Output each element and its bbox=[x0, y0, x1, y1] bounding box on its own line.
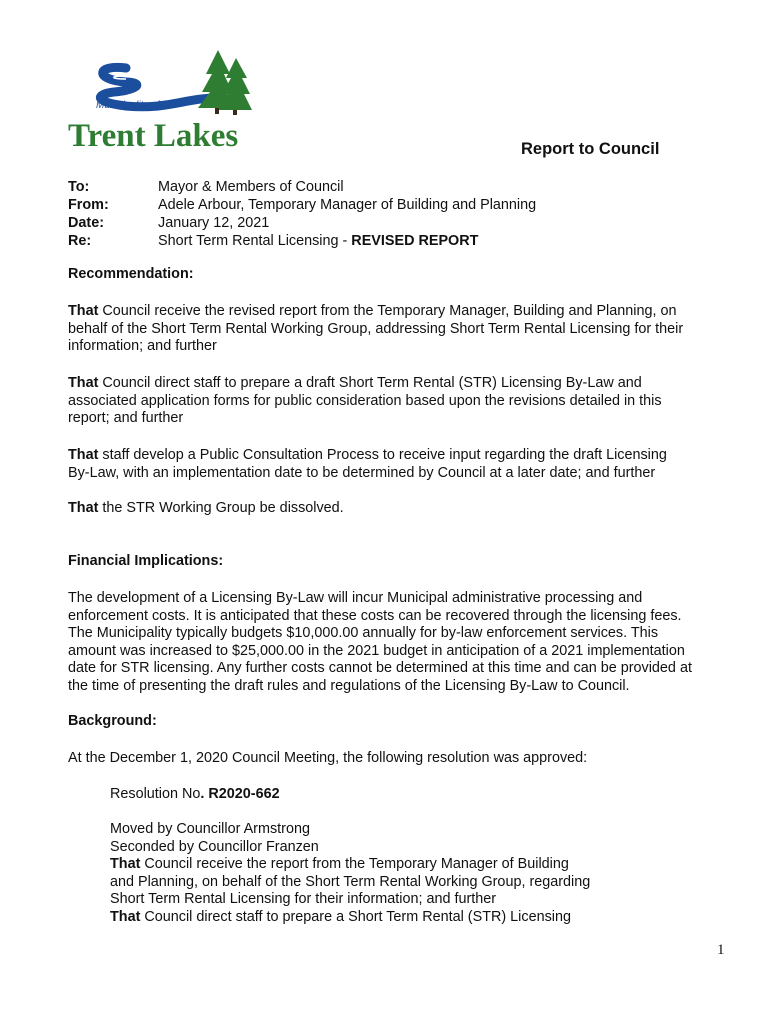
resolution-number bbox=[110, 786, 670, 804]
from-label: From: bbox=[68, 197, 109, 213]
that-lead: That bbox=[68, 303, 99, 319]
municipality-logo bbox=[66, 46, 262, 156]
that-lead: That bbox=[110, 908, 141, 925]
paragraph-line: Council direct staff to prepare a Short Term Rental (STR) Licensing bbox=[140, 908, 571, 925]
paragraph-line: By-Law, with an implementation date to be determined by Council at a later date; and further bbox=[68, 464, 656, 481]
resolution-body bbox=[110, 821, 670, 927]
paragraph-line: and Planning, on behalf of the Short Term Rental Working Group, regarding bbox=[110, 873, 591, 890]
paragraph-line: date for STR licensing. Any further costs cannot be determined at this time and can be provided at bbox=[68, 660, 692, 677]
re-label: Re: bbox=[68, 233, 92, 249]
financial-paragraph bbox=[68, 590, 728, 696]
recommendation-paragraph-2 bbox=[68, 375, 728, 428]
logo-graphic bbox=[66, 46, 262, 156]
date-label: Date: bbox=[68, 215, 104, 231]
background-heading: Background: bbox=[68, 713, 157, 729]
date-value: January 12, 2021 bbox=[158, 215, 270, 231]
re-value bbox=[158, 233, 478, 251]
moved-by: Moved by Councillor Armstrong bbox=[110, 821, 310, 837]
memo-to-row bbox=[68, 179, 536, 197]
resolution-prefix: Resolution No bbox=[110, 786, 201, 802]
paragraph-line: amount was increased to $25,000.00 in the 2021 budget in anticipation of a 2021 implementation bbox=[68, 642, 685, 659]
recommendation-paragraph-3 bbox=[68, 447, 728, 482]
paragraph-line: The Municipality typically budgets $10,000.00 annually for by-law enforcement services. This bbox=[68, 625, 659, 642]
paragraph-line: report; and further bbox=[68, 410, 184, 427]
recommendation-paragraph-4 bbox=[68, 500, 728, 518]
re-value-bold: REVISED REPORT bbox=[351, 233, 479, 249]
re-value-plain: Short Term Rental Licensing - bbox=[158, 233, 352, 249]
recommendation-paragraph-1 bbox=[68, 303, 728, 356]
financial-heading: Financial Implications: bbox=[68, 553, 224, 569]
paragraph-line: behalf of the Short Term Rental Working Group, addressing Short Term Rental Licensing for their bbox=[68, 320, 684, 337]
paragraph-line: associated application forms for public consideration based upon the revisions detailed in this bbox=[68, 392, 662, 409]
memo-re-row bbox=[68, 233, 536, 251]
memo-date-row bbox=[68, 215, 536, 233]
resolution-id: . R2020-662 bbox=[200, 786, 280, 802]
paragraph-line: Council receive the revised report from the Temporary Manager, Building and Planning, on bbox=[98, 303, 677, 319]
logo-small-text: Municipality of bbox=[96, 100, 160, 111]
that-lead: That bbox=[68, 375, 99, 391]
report-title: Report to Council bbox=[521, 140, 660, 158]
paragraph-line: Council receive the report from the Temporary Manager of Building bbox=[140, 856, 569, 873]
memo-header bbox=[68, 179, 536, 251]
recommendation-heading: Recommendation: bbox=[68, 266, 194, 282]
logo-big-text: Trent Lakes bbox=[68, 118, 239, 154]
that-lead: That bbox=[68, 447, 99, 463]
page-number: 1 bbox=[717, 942, 725, 958]
paragraph-line: Short Term Rental Licensing for their information; and further bbox=[110, 891, 497, 908]
paragraph-line: enforcement costs. It is anticipated that these costs can be recovered through the licensing fees. bbox=[68, 607, 682, 624]
to-value: Mayor & Members of Council bbox=[158, 179, 344, 195]
background-intro: At the December 1, 2020 Council Meeting, the following resolution was approved: bbox=[68, 750, 588, 766]
paragraph-line: the time of presenting the draft rules and regulations of the Licensing By-Law to Council. bbox=[68, 677, 630, 694]
to-label: To: bbox=[68, 179, 90, 195]
paragraph-line: Council direct staff to prepare a draft Short Term Rental (STR) Licensing By-Law and bbox=[98, 375, 642, 391]
paragraph-line: staff develop a Public Consultation Process to receive input regarding the draft Licensing bbox=[98, 447, 667, 463]
tree-trunk-right bbox=[233, 110, 237, 115]
that-lead: That bbox=[110, 856, 141, 873]
paragraph-line: information; and further bbox=[68, 338, 217, 355]
memo-from-row bbox=[68, 197, 536, 215]
from-value: Adele Arbour, Temporary Manager of Building and Planning bbox=[158, 197, 537, 213]
seconded-by: Seconded by Councillor Franzen bbox=[110, 838, 319, 855]
paragraph-line: The development of a Licensing By-Law will incur Municipal administrative processing and bbox=[68, 590, 643, 606]
that-lead: That bbox=[68, 500, 99, 516]
paragraph-line: the STR Working Group be dissolved. bbox=[98, 500, 344, 516]
tree-trunk-left bbox=[215, 108, 219, 114]
